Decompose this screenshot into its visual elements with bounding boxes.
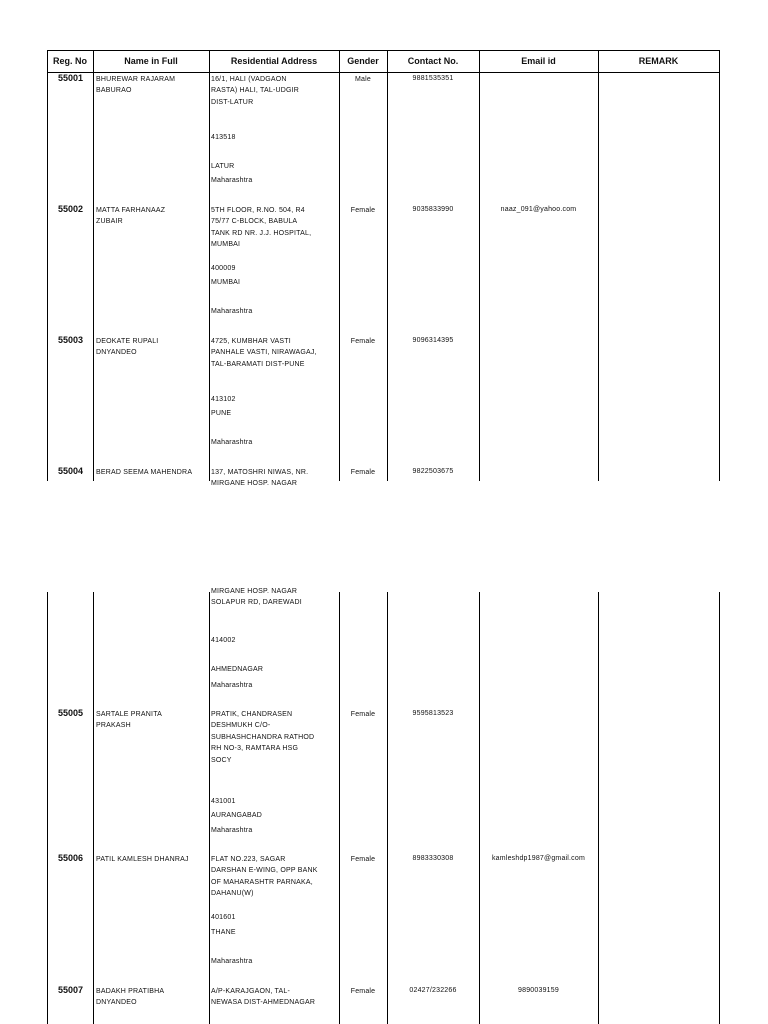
grid-line <box>387 592 388 1024</box>
grid-line <box>339 592 340 1024</box>
city: LATUR <box>211 163 235 170</box>
address-line: 16/1, HALI (VADGAON <box>211 76 287 83</box>
contact-no: 9822503675 <box>412 468 454 475</box>
address-line: DIST-LATUR <box>211 98 254 106</box>
name-cell <box>96 205 165 228</box>
address-line: MIRGANE HOSP. NAGAR <box>211 588 298 595</box>
grid-line <box>339 50 340 481</box>
address-line: NEWASA DIST-AHMEDNAGAR <box>211 999 316 1007</box>
city: AHMEDNAGAR <box>211 666 264 673</box>
name-line: BHUREWAR RAJARAM <box>96 76 176 83</box>
address-line: A/P-KARAJGAON, TAL- <box>211 988 291 995</box>
name-line: ZUBAIR <box>96 218 123 226</box>
address-line: MIRGANE HOSP. NAGAR <box>211 480 298 488</box>
gender: Female <box>350 711 376 718</box>
alt-contact: 9890039159 <box>518 987 559 994</box>
address-cell <box>211 74 299 108</box>
table-page-1 <box>47 50 720 488</box>
name-line: MATTA FARHANAAZ <box>96 207 166 214</box>
address-line: MUMBAI <box>211 241 241 249</box>
grid-line <box>598 50 599 481</box>
pin-code: 413518 <box>211 134 236 141</box>
city: MUMBAI <box>211 279 241 286</box>
name-line: DNYANDEO <box>96 349 137 357</box>
address-line: PRATIK, CHANDRASEN <box>211 711 293 718</box>
address-line: 75/77 C-BLOCK, BABULA <box>211 218 298 226</box>
state: Maharashtra <box>211 439 253 446</box>
grid-line <box>209 50 210 481</box>
address-line: DARSHAN E-WING, OPP BANK <box>211 867 318 875</box>
contact-no: 02427/232266 <box>409 987 457 994</box>
state: Maharashtra <box>211 958 253 965</box>
email-id: naaz_091@yahoo.com <box>500 206 577 213</box>
name-cell <box>96 74 175 97</box>
grid-line <box>387 50 388 481</box>
grid-line <box>719 592 720 1024</box>
grid-line <box>209 592 210 1024</box>
address-cell <box>211 205 311 251</box>
state: Maharashtra <box>211 827 253 834</box>
header-remark: REMARK <box>638 56 679 66</box>
state: Maharashtra <box>211 682 253 689</box>
grid-line <box>93 50 94 481</box>
pin-code: 414002 <box>211 637 236 644</box>
grid-line <box>47 592 48 1024</box>
gender: Male <box>355 76 371 83</box>
grid-line <box>598 592 599 1024</box>
reg-no: 55005 <box>57 708 84 718</box>
table-page-2 <box>47 588 720 1024</box>
address-line: SOCY <box>211 756 232 764</box>
grid-line <box>47 50 48 481</box>
address-cell <box>211 854 318 900</box>
grid-line <box>93 592 94 1024</box>
address-line: DESHMUKH C/O- <box>211 722 271 730</box>
name-line: PRAKASH <box>96 722 131 730</box>
name-line: DEOKATE RUPALI <box>96 338 159 345</box>
name-cell <box>96 986 164 1009</box>
name-line: DNYANDEO <box>96 999 137 1007</box>
address-cell <box>211 336 317 370</box>
name-line: BERAD SEEMA MAHENDRA <box>96 469 193 476</box>
header-gender: Gender <box>347 56 379 66</box>
reg-no: 55006 <box>57 853 84 863</box>
city: PUNE <box>211 410 232 417</box>
city: AURANGABAD <box>211 812 263 819</box>
address-line: 137, MATOSHRI NIWAS, NR. <box>211 469 309 476</box>
address-line: PANHALE VASTI, NIRAWAGAJ, <box>211 349 317 357</box>
address-line: TANK RD NR. J.J. HOSPITAL, <box>211 229 312 237</box>
reg-no: 55003 <box>57 335 84 345</box>
gender: Female <box>350 338 376 345</box>
email-id: kamleshdp1987@gmail.com <box>491 855 586 862</box>
address-line: TAL-BARAMATI DIST-PUNE <box>211 360 305 368</box>
address-cell <box>211 586 302 614</box>
gender: Female <box>350 988 376 995</box>
gender: Female <box>350 207 376 214</box>
address-cell <box>211 467 309 488</box>
name-line: PATIL KAMLESH DHANRAJ <box>96 856 189 863</box>
contact-no: 9035833990 <box>412 206 454 213</box>
reg-no: 55001 <box>57 73 84 83</box>
name-cell <box>96 467 192 478</box>
name-line: SARTALE PRANITA <box>96 711 163 718</box>
address-line: DAHANU(W) <box>211 890 254 898</box>
header-reg-no: Reg. No <box>52 56 87 66</box>
pin-code: 400009 <box>211 265 236 272</box>
contact-no: 9595813523 <box>412 710 454 717</box>
name-line: BADAKH PRATIBHA <box>96 988 165 995</box>
reg-no: 55007 <box>57 985 84 995</box>
state: Maharashtra <box>211 308 253 315</box>
city: THANE <box>211 929 236 936</box>
gender: Female <box>350 469 376 476</box>
pin-code: 401601 <box>211 914 236 921</box>
name-cell <box>96 709 162 732</box>
gender: Female <box>350 856 376 863</box>
grid-line <box>479 50 480 481</box>
address-cell <box>211 709 314 766</box>
pin-code: 431001 <box>211 798 236 805</box>
header-name: Name in Full <box>124 56 178 66</box>
address-cell <box>211 986 315 1009</box>
address-line: OF MAHARASHTR PARNAKA, <box>211 878 313 886</box>
contact-no: 8983330308 <box>412 855 454 862</box>
address-line: 4725, KUMBHAR VASTI <box>211 338 291 345</box>
address-line: 5TH FLOOR, R.NO. 504, R4 <box>211 207 305 214</box>
name-cell <box>96 854 189 865</box>
address-line: SUBHASHCHANDRA RATHOD <box>211 733 315 741</box>
contact-no: 9881535351 <box>412 75 454 82</box>
header-email: Email id <box>521 56 556 66</box>
header-contact: Contact No. <box>407 56 459 66</box>
name-line: BABURAO <box>96 87 132 95</box>
pin-code: 413102 <box>211 396 236 403</box>
address-line: RASTA) HALI, TAL-UDGIR <box>211 87 300 95</box>
state: Maharashtra <box>211 177 253 184</box>
address-line: SOLAPUR RD, DAREWADI <box>211 599 302 607</box>
grid-line <box>719 50 720 481</box>
address-line: RH NO-3, RAMTARA HSG <box>211 745 299 753</box>
reg-no: 55002 <box>57 204 84 214</box>
contact-no: 9096314395 <box>412 337 454 344</box>
grid-line <box>47 72 720 73</box>
reg-no: 55004 <box>57 466 84 476</box>
name-cell <box>96 336 158 359</box>
grid-line <box>479 592 480 1024</box>
address-line: FLAT NO.223, SAGAR <box>211 856 286 863</box>
header-address: Residential Address <box>230 56 318 66</box>
